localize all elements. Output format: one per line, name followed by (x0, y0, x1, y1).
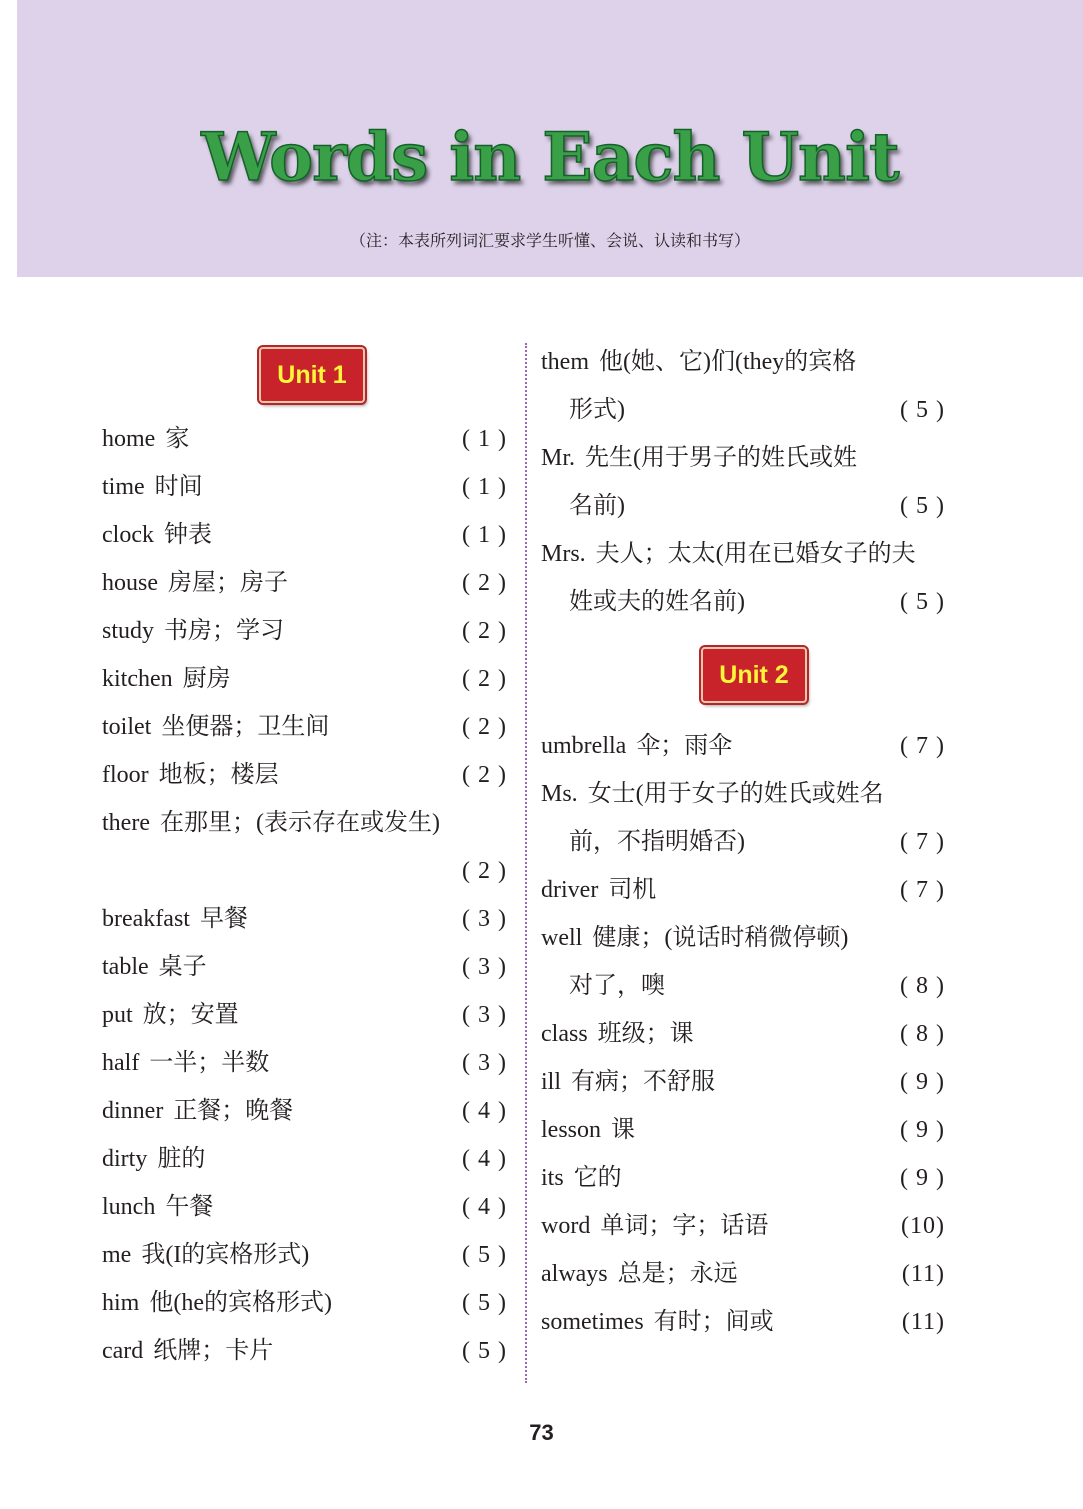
entry-meaning: 家 (165, 426, 190, 452)
unit-2-badge: Unit 2 (701, 647, 807, 703)
entry-word: class (541, 1021, 588, 1047)
entry-page: ( 7 ) (900, 733, 945, 759)
entry-page: ( 5 ) (900, 397, 945, 423)
entry-meaning: 健康；(说话时稍微停顿) (592, 925, 849, 951)
entry-meaning: 脏的 (157, 1146, 206, 1172)
list-item (102, 1087, 507, 1135)
list-item (102, 1039, 507, 1087)
entry-word: half (102, 1050, 140, 1076)
entry-page: ( 5 ) (900, 493, 945, 519)
entry-meaning: 我(I的宾格形式) (141, 1242, 310, 1268)
entry-meaning: 正餐；晚餐 (173, 1098, 294, 1124)
list-item (541, 1298, 945, 1346)
entry-page: ( 7 ) (900, 877, 945, 903)
column-divider (525, 343, 527, 1383)
list-item (102, 511, 507, 559)
list-item-continuation (541, 818, 945, 866)
entry-word: sometimes (541, 1309, 644, 1335)
header-band (17, 0, 1083, 277)
list-item (102, 751, 507, 799)
list-item (102, 1231, 507, 1279)
entry-meaning: 女士(用于女子的姓氏或姓名 (587, 781, 884, 807)
entry-page: ( 8 ) (900, 973, 945, 999)
entry-meaning: 课 (611, 1117, 635, 1143)
entry-word: clock (102, 522, 154, 548)
entry-meaning: 纸牌；卡片 (153, 1338, 274, 1364)
entry-continuation: 形式) (569, 397, 625, 423)
entry-meaning: 地板；楼层 (158, 762, 279, 788)
list-item (102, 559, 507, 607)
entry-page: ( 2 ) (462, 570, 507, 596)
entry-meaning: 早餐 (199, 906, 248, 932)
list-item (102, 991, 507, 1039)
entry-meaning: 一半；半数 (149, 1050, 270, 1076)
entry-word: dinner (102, 1098, 164, 1124)
list-item (541, 770, 945, 818)
entry-page: ( 3 ) (462, 1002, 507, 1028)
entry-word: there (102, 810, 150, 836)
entry-page: ( 1 ) (462, 474, 507, 500)
list-item (541, 530, 945, 578)
entry-page: ( 1 ) (462, 426, 507, 452)
list-item (102, 1135, 507, 1183)
entry-page: ( 5 ) (900, 589, 945, 615)
entry-meaning: 桌子 (158, 954, 207, 980)
entry-page: ( 2 ) (462, 714, 507, 740)
entry-word: always (541, 1261, 608, 1287)
entry-meaning: 他(he的宾格形式) (149, 1290, 332, 1316)
entry-meaning: 钟表 (163, 522, 212, 548)
entry-page: ( 5 ) (462, 1242, 507, 1268)
list-item (102, 1327, 507, 1375)
entry-page: (11) (901, 1309, 945, 1335)
list-item (102, 1279, 507, 1327)
list-item (541, 722, 945, 770)
unit-1-badge: Unit 1 (259, 347, 365, 403)
entry-page: ( 9 ) (900, 1069, 945, 1095)
entry-page: ( 3 ) (462, 906, 507, 932)
entry-meaning: 伞；雨伞 (636, 733, 733, 759)
entry-word: lesson (541, 1117, 601, 1143)
list-item (541, 1154, 945, 1202)
entry-meaning: 有病；不舒服 (571, 1069, 716, 1095)
entry-continuation: 姓或夫的姓名前) (569, 589, 745, 615)
list-item (102, 943, 507, 991)
entry-meaning: 厨房 (182, 666, 231, 692)
page-title: Words in Each Unit (201, 118, 899, 196)
entry-page: ( 2 ) (462, 618, 507, 644)
entry-meaning: 午餐 (165, 1194, 214, 1220)
entry-word: card (102, 1338, 144, 1364)
list-item (541, 1202, 945, 1250)
entry-word: ill (541, 1069, 562, 1095)
entry-word: him (102, 1290, 140, 1316)
entry-meaning: 时间 (154, 474, 203, 500)
list-item (102, 655, 507, 703)
entry-meaning: 它的 (573, 1165, 622, 1191)
entry-meaning: 夫人；太太(用在已婚女子的夫 (595, 541, 916, 567)
entry-word: time (102, 474, 145, 500)
list-item (541, 434, 945, 482)
entry-word: home (102, 426, 156, 452)
list-item (541, 1010, 945, 1058)
entry-word: word (541, 1213, 591, 1239)
entry-word: house (102, 570, 158, 596)
entry-word: umbrella (541, 733, 627, 759)
entry-page: ( 3 ) (462, 1050, 507, 1076)
entry-word: its (541, 1165, 564, 1191)
entry-word: toilet (102, 714, 152, 740)
list-item (541, 866, 945, 914)
entry-page: ( 4 ) (462, 1194, 507, 1220)
list-item (102, 463, 507, 511)
entry-word: them (541, 349, 589, 375)
list-item (102, 415, 507, 463)
list-item-continuation (541, 482, 945, 530)
entry-meaning: 房屋；房子 (168, 570, 288, 596)
entry-meaning: 先生(用于男子的姓氏或姓 (585, 445, 858, 471)
entry-word: Ms. (541, 781, 578, 807)
entry-meaning: 有时；间或 (653, 1309, 774, 1335)
list-item-continuation (541, 386, 945, 434)
entry-word: lunch (102, 1194, 156, 1220)
entry-page: (11) (901, 1261, 945, 1287)
entry-word: kitchen (102, 666, 173, 692)
entry-page: ( 4 ) (462, 1146, 507, 1172)
entry-meaning: 单词；字；话语 (600, 1213, 769, 1239)
entry-meaning: 司机 (608, 877, 657, 903)
entry-meaning: 总是；永远 (617, 1261, 738, 1287)
entry-word: Mr. (541, 445, 576, 471)
entry-word: floor (102, 762, 149, 788)
entry-meaning: 他(她、它)们(they的宾格 (599, 349, 857, 375)
list-item (102, 703, 507, 751)
entry-word: study (102, 618, 155, 644)
entry-page: ( 2 ) (462, 666, 507, 692)
entry-page: ( 9 ) (900, 1117, 945, 1143)
list-item (541, 1106, 945, 1154)
entry-page: ( 3 ) (462, 954, 507, 980)
list-item-continuation (541, 962, 945, 1010)
entry-page: ( 1 ) (462, 522, 507, 548)
list-item (102, 799, 507, 847)
page-note: （注：本表所列词汇要求学生听懂、会说、认读和书写） (349, 231, 750, 250)
entry-meaning: 坐便器；卫生间 (161, 714, 330, 740)
entry-word: driver (541, 877, 599, 903)
entry-word: me (102, 1242, 132, 1268)
entry-page: (10) (901, 1213, 945, 1239)
entry-page: ( 5 ) (462, 1290, 507, 1316)
entry-word: dirty (102, 1146, 148, 1172)
list-item-continuation (541, 578, 945, 626)
entry-page: ( 9 ) (900, 1165, 945, 1191)
list-item (541, 1250, 945, 1298)
entry-continuation: 对了，噢 (569, 973, 665, 999)
entry-word: well (541, 925, 583, 951)
entry-page: ( 7 ) (900, 829, 945, 855)
list-item (541, 1058, 945, 1106)
entry-page: ( 4 ) (462, 1098, 507, 1124)
list-item (102, 1183, 507, 1231)
list-item-continuation (102, 847, 507, 895)
list-item (541, 914, 945, 962)
entry-continuation: 名前) (569, 493, 625, 519)
entry-meaning: 在那里；(表示存在或发生) (159, 810, 440, 836)
entry-continuation: 前，不指明婚否) (569, 829, 745, 855)
entry-page: ( 2 ) (462, 762, 507, 788)
entry-meaning: 放；安置 (142, 1002, 239, 1028)
entry-word: table (102, 954, 149, 980)
list-item (541, 338, 945, 386)
entry-meaning: 班级；课 (597, 1021, 694, 1047)
entry-meaning: 书房；学习 (164, 618, 285, 644)
entry-page: ( 2 ) (462, 858, 507, 884)
entry-word: put (102, 1002, 133, 1028)
entry-page: ( 5 ) (462, 1338, 507, 1364)
entry-word: Mrs. (541, 541, 586, 567)
list-item (102, 895, 507, 943)
entry-word: breakfast (102, 906, 190, 932)
list-item (102, 607, 507, 655)
entry-page: ( 8 ) (900, 1021, 945, 1047)
page-number: 73 (529, 1420, 554, 1445)
